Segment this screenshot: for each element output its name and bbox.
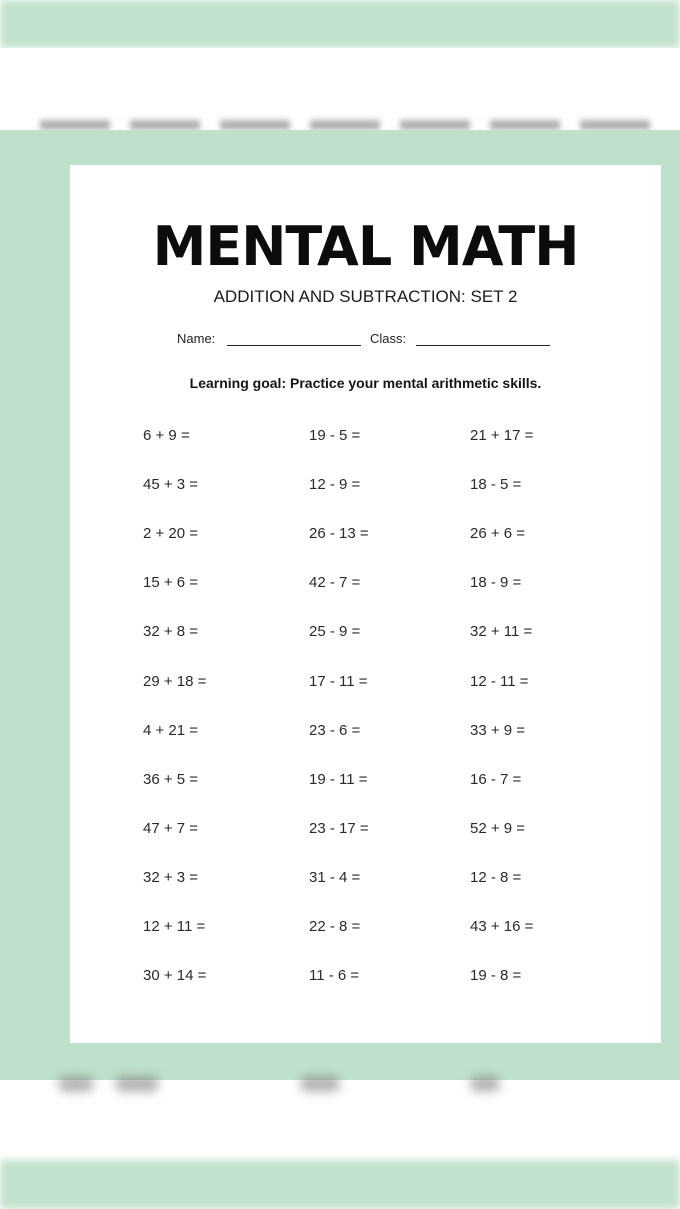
math-problem: 32 + 3 = bbox=[143, 868, 199, 886]
math-problem: 18 - 5 = bbox=[470, 476, 522, 494]
math-problem: 52 + 9 = bbox=[470, 819, 526, 837]
math-problem: 18 - 9 = bbox=[470, 574, 522, 592]
worksheet-title: MENTAL MATH bbox=[152, 215, 579, 278]
math-problem: 22 - 8 = bbox=[309, 918, 361, 935]
math-problem: 33 + 9 = bbox=[470, 721, 526, 739]
worksheet-page bbox=[70, 165, 661, 1043]
name-line bbox=[227, 345, 361, 346]
math-problem: 12 - 11 = bbox=[470, 672, 529, 690]
math-problem: 23 - 6 = bbox=[309, 721, 361, 739]
math-problem: 29 + 18 = bbox=[143, 672, 207, 690]
blurred-text-strip bbox=[40, 120, 650, 130]
class-line bbox=[416, 345, 550, 346]
background-band-top bbox=[0, 0, 680, 48]
math-problem: 17 - 11 = bbox=[309, 672, 368, 690]
name-label: Name: bbox=[177, 331, 216, 346]
background-band-bottom bbox=[0, 1160, 680, 1209]
class-label: Class: bbox=[370, 331, 407, 346]
math-problem: 23 - 17 = bbox=[309, 819, 369, 837]
math-problem: 19 - 11 = bbox=[309, 770, 368, 788]
math-problem: 43 + 16 = bbox=[470, 918, 534, 935]
learning-goal: Learning goal: Practice your mental arithmetic skills. bbox=[189, 375, 542, 391]
math-problem: 21 + 17 = bbox=[470, 427, 534, 444]
math-problem: 32 + 8 = bbox=[143, 623, 199, 641]
math-problem: 30 + 14 = bbox=[143, 967, 207, 985]
math-problem: 19 - 5 = bbox=[309, 427, 361, 444]
math-problem: 12 - 8 = bbox=[470, 868, 522, 886]
math-problem: 12 + 11 = bbox=[143, 918, 206, 935]
math-problem: 12 - 9 = bbox=[309, 476, 361, 494]
math-problem: 47 + 7 = bbox=[143, 819, 199, 837]
math-problem: 25 - 9 = bbox=[309, 623, 361, 641]
math-problem: 6 + 9 = bbox=[143, 427, 190, 444]
background-white-top bbox=[0, 48, 680, 130]
math-problem: 2 + 20 = bbox=[143, 525, 199, 543]
math-problem: 36 + 5 = bbox=[143, 770, 199, 788]
math-problem: 15 + 6 = bbox=[143, 574, 199, 592]
math-problem: 45 + 3 = bbox=[143, 476, 199, 494]
math-problem: 32 + 11 = bbox=[470, 623, 533, 641]
math-problem: 26 - 13 = bbox=[309, 525, 369, 543]
worksheet-subtitle: ADDITION AND SUBTRACTION: SET 2 bbox=[213, 287, 518, 306]
math-problem: 42 - 7 = bbox=[309, 574, 361, 592]
math-problem: 26 + 6 = bbox=[470, 525, 526, 543]
math-problem: 19 - 8 = bbox=[470, 967, 522, 985]
math-problem: 11 - 6 = bbox=[309, 967, 360, 985]
background-white-bottom bbox=[0, 1080, 680, 1160]
math-problem: 31 - 4 = bbox=[309, 868, 361, 886]
math-problem: 16 - 7 = bbox=[470, 770, 522, 788]
math-problem: 4 + 21 = bbox=[143, 721, 199, 739]
